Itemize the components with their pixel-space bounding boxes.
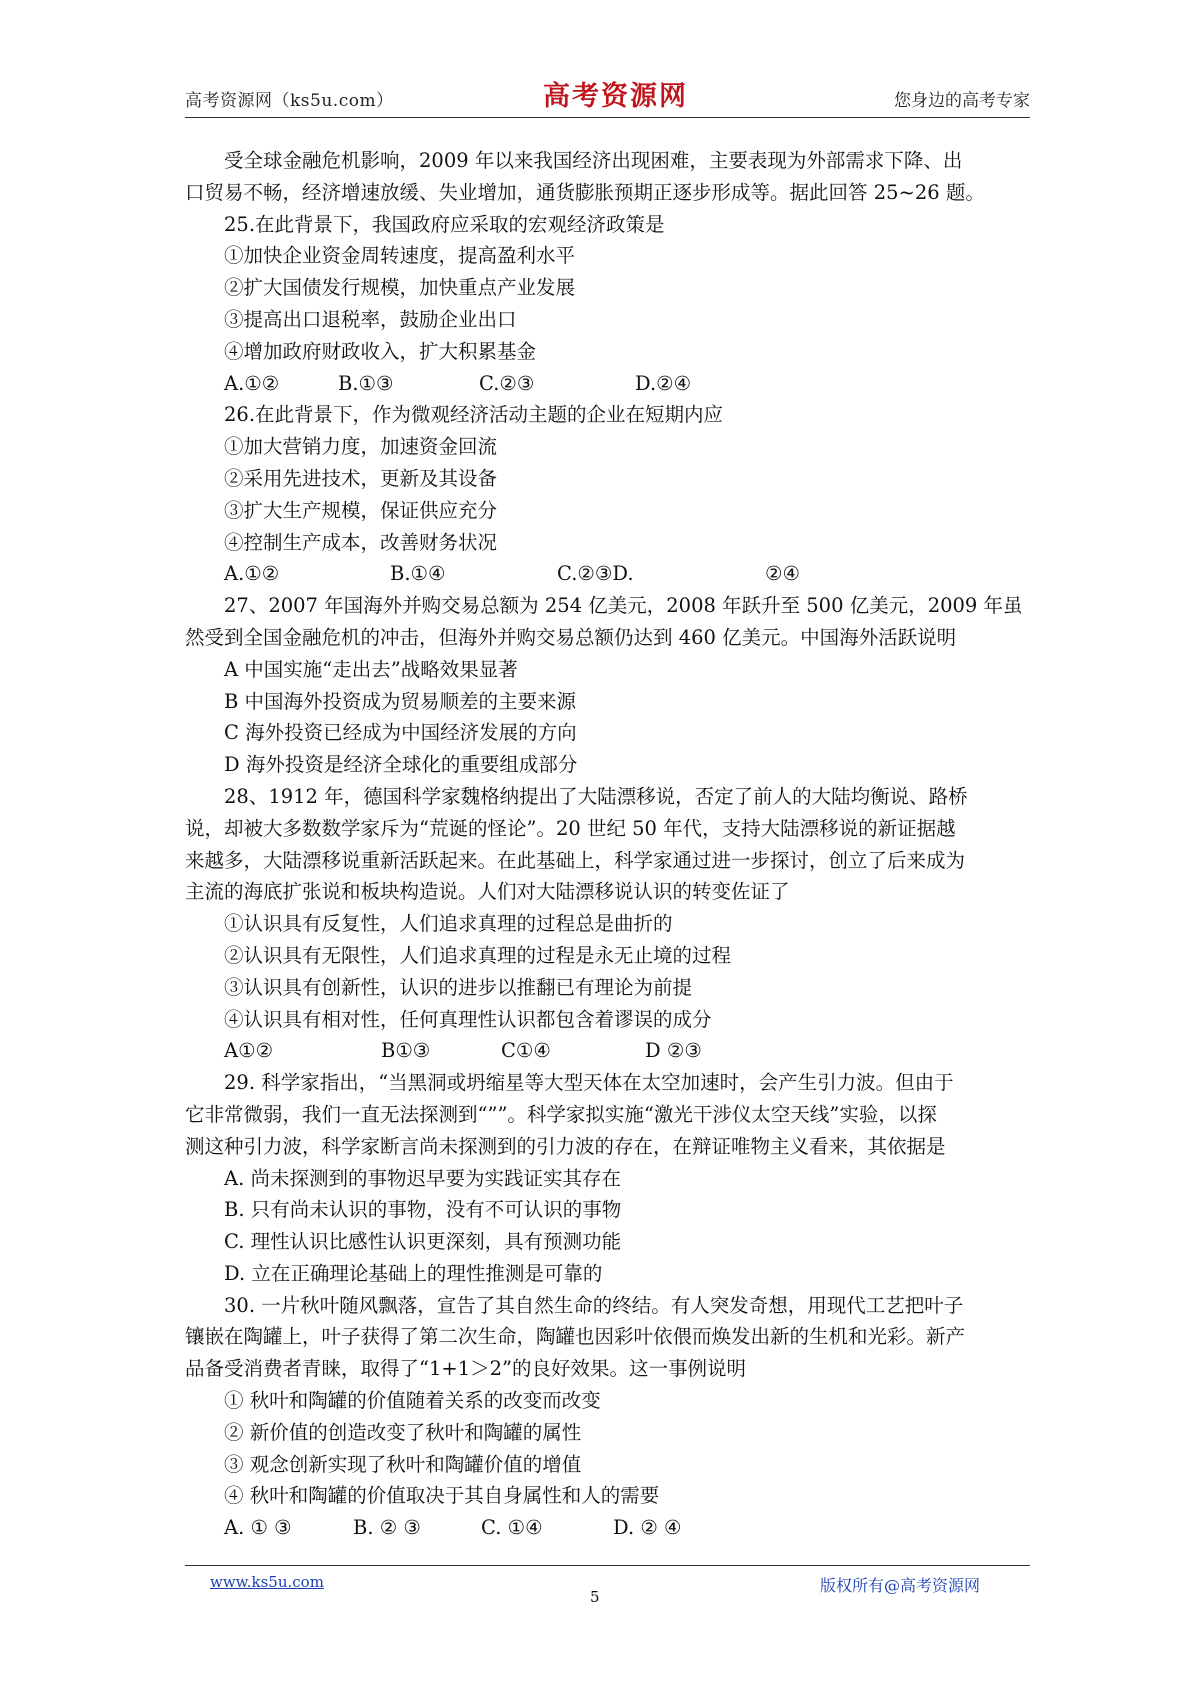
question-30-stem: 镶嵌在陶罐上，叶子获得了第二次生命，陶罐也因彩叶依偎而焕发出新的生机和光彩。新产 (185, 1325, 966, 1349)
question-29-stem: 29. 科学家指出，“当黑洞或坍缩星等大型天体在太空加速时，会产生引力波。但由于 (224, 1071, 954, 1095)
header-logo: 高考资源网 (543, 81, 688, 112)
statement-item: ③认识具有创新性，认识的进步以推翻已有理论为前提 (224, 975, 693, 999)
statement-item: ① 秋叶和陶罐的价值随着关系的改变而改变 (224, 1389, 601, 1413)
intro-line: 口贸易不畅，经济增速放缓、失业增加，通货膨胀预期正逐步形成等。据此回答 25~26 题。 (185, 180, 985, 204)
footer-copyright: 版权所有@高考资源网 (820, 1576, 981, 1595)
option-c: C. ①④ (481, 1516, 543, 1540)
question-27-stem: 然受到全国金融危机的冲击，但海外并购交易总额仍达到 460 亿美元。中国海外活跃说明 (185, 625, 957, 649)
header-slogan: 您身边的高考专家 (894, 91, 1030, 111)
question-29-stem: 测这种引力波，科学家断言尚未探测到的引力波的存在，在辩证唯物主义看来，其依据是 (185, 1134, 946, 1158)
option-c: C 海外投资已经成为中国经济发展的方向 (224, 721, 577, 745)
question-28-stem: 来越多，大陆漂移说重新活跃起来。在此基础上，科学家通过进一步探讨，创立了后来成为 (185, 848, 966, 872)
question-26-stem: 26.在此背景下，作为微观经济活动主题的企业在短期内应 (224, 403, 724, 427)
option-b: B.①③ (338, 371, 394, 395)
header-site-name: 高考资源网（ks5u.com） (185, 91, 394, 111)
option-d: D ②③ (645, 1039, 702, 1063)
option-d: ②④ (765, 562, 800, 586)
option-b: B. ② ③ (353, 1516, 421, 1540)
statement-item: ③ 观念创新实现了秋叶和陶罐价值的增值 (224, 1452, 582, 1476)
option-c: C.②③ (479, 371, 535, 395)
option-c: C.②③D. (557, 562, 634, 586)
question-30-stem: 品备受消费者青睐，取得了“1+1＞2”的良好效果。这一事例说明 (185, 1357, 746, 1381)
question-25-options (185, 368, 1030, 400)
question-30-stem: 30. 一片秋叶随风飘落，宣告了其自然生命的终结。有人突发奇想，用现代工艺把叶子 (224, 1293, 964, 1317)
option-d: D.②④ (635, 371, 692, 395)
question-29-stem: 它非常微弱，我们一直无法探测到“””。科学家拟实施“激光干涉仪太空天线”实验，以探 (185, 1102, 937, 1126)
option-b: B①③ (381, 1039, 431, 1063)
question-28-stem: 28、1912 年，德国科学家魏格纳提出了大陆漂移说，否定了前人的大陆均衡说、路桥 (224, 784, 968, 808)
document-body (185, 145, 1030, 1544)
option-b: B 中国海外投资成为贸易顺差的主要来源 (224, 689, 577, 713)
option-d: D 海外投资是经济全球化的重要组成部分 (224, 753, 578, 777)
statement-item: ④控制生产成本，改善财务状况 (224, 530, 498, 554)
option-c: C①④ (501, 1039, 551, 1063)
statement-item: ②采用先进技术，更新及其设备 (224, 466, 498, 490)
option-a: A①② (224, 1039, 274, 1063)
option-d: D. 立在正确理论基础上的理性推测是可靠的 (224, 1261, 603, 1285)
option-a: A.①② (224, 371, 280, 395)
statement-item: ③提高出口退税率，鼓励企业出口 (224, 307, 517, 331)
statement-item: ④增加政府财政收入，扩大积累基金 (224, 339, 537, 363)
statement-item: ①加快企业资金周转速度，提高盈利水平 (224, 244, 576, 268)
header-rule (185, 117, 1030, 118)
option-c: C. 理性认识比感性认识更深刻，具有预测功能 (224, 1230, 622, 1254)
intro-line: 受全球金融危机影响，2009 年以来我国经济出现困难，主要表现为外部需求下降、出 (224, 149, 963, 172)
option-a: A.①② (224, 562, 280, 586)
statement-item: ③扩大生产规模，保证供应充分 (224, 498, 498, 522)
statement-item: ④认识具有相对性，任何真理性认识都包含着谬误的成分 (224, 1007, 712, 1031)
question-26-options (185, 558, 1030, 590)
statement-item: ②认识具有无限性，人们追求真理的过程是永无止境的过程 (224, 943, 732, 967)
page-header (185, 72, 1030, 116)
footer-link[interactable]: www.ks5u.com (210, 1573, 324, 1591)
option-b: B.①④ (390, 562, 446, 586)
statement-item: ①认识具有反复性，人们追求真理的过程总是曲折的 (224, 912, 673, 936)
question-27-stem: 27、2007 年国海外并购交易总额为 254 亿美元，2008 年跃升至 500 亿美元，2009 年虽 (224, 594, 1023, 618)
option-d: D. ② ④ (613, 1516, 682, 1540)
question-28-stem: 主流的海底扩张说和板块构造说。人们对大陆漂移说认识的转变佐证了 (185, 880, 790, 904)
question-28-stem: 说，却被大多数数学家斥为“荒诞的怪论”。20 世纪 50 年代，支持大陆漂移说的新证据越 (185, 816, 956, 840)
statement-item: ② 新价值的创造改变了秋叶和陶罐的属性 (224, 1420, 582, 1444)
statement-item: ②扩大国债发行规模，加快重点产业发展 (224, 276, 576, 300)
option-a: A. 尚未探测到的事物迟早要为实践证实其存在 (224, 1166, 621, 1190)
question-25-stem: 25.在此背景下，我国政府应采取的宏观经济政策是 (224, 212, 665, 236)
statement-item: ①加大营销力度，加速资金回流 (224, 435, 498, 459)
option-a: A. ① ③ (224, 1516, 292, 1540)
option-a: A 中国实施“走出去”战略效果显著 (224, 657, 518, 681)
footer-rule (185, 1565, 1030, 1566)
option-b: B. 只有尚未认识的事物，没有不可认识的事物 (224, 1198, 622, 1222)
page-number: 5 (590, 1588, 600, 1606)
question-28-options (185, 1035, 1030, 1067)
statement-item: ④ 秋叶和陶罐的价值取决于其自身属性和人的需要 (224, 1484, 660, 1508)
question-30-options (185, 1512, 1030, 1544)
